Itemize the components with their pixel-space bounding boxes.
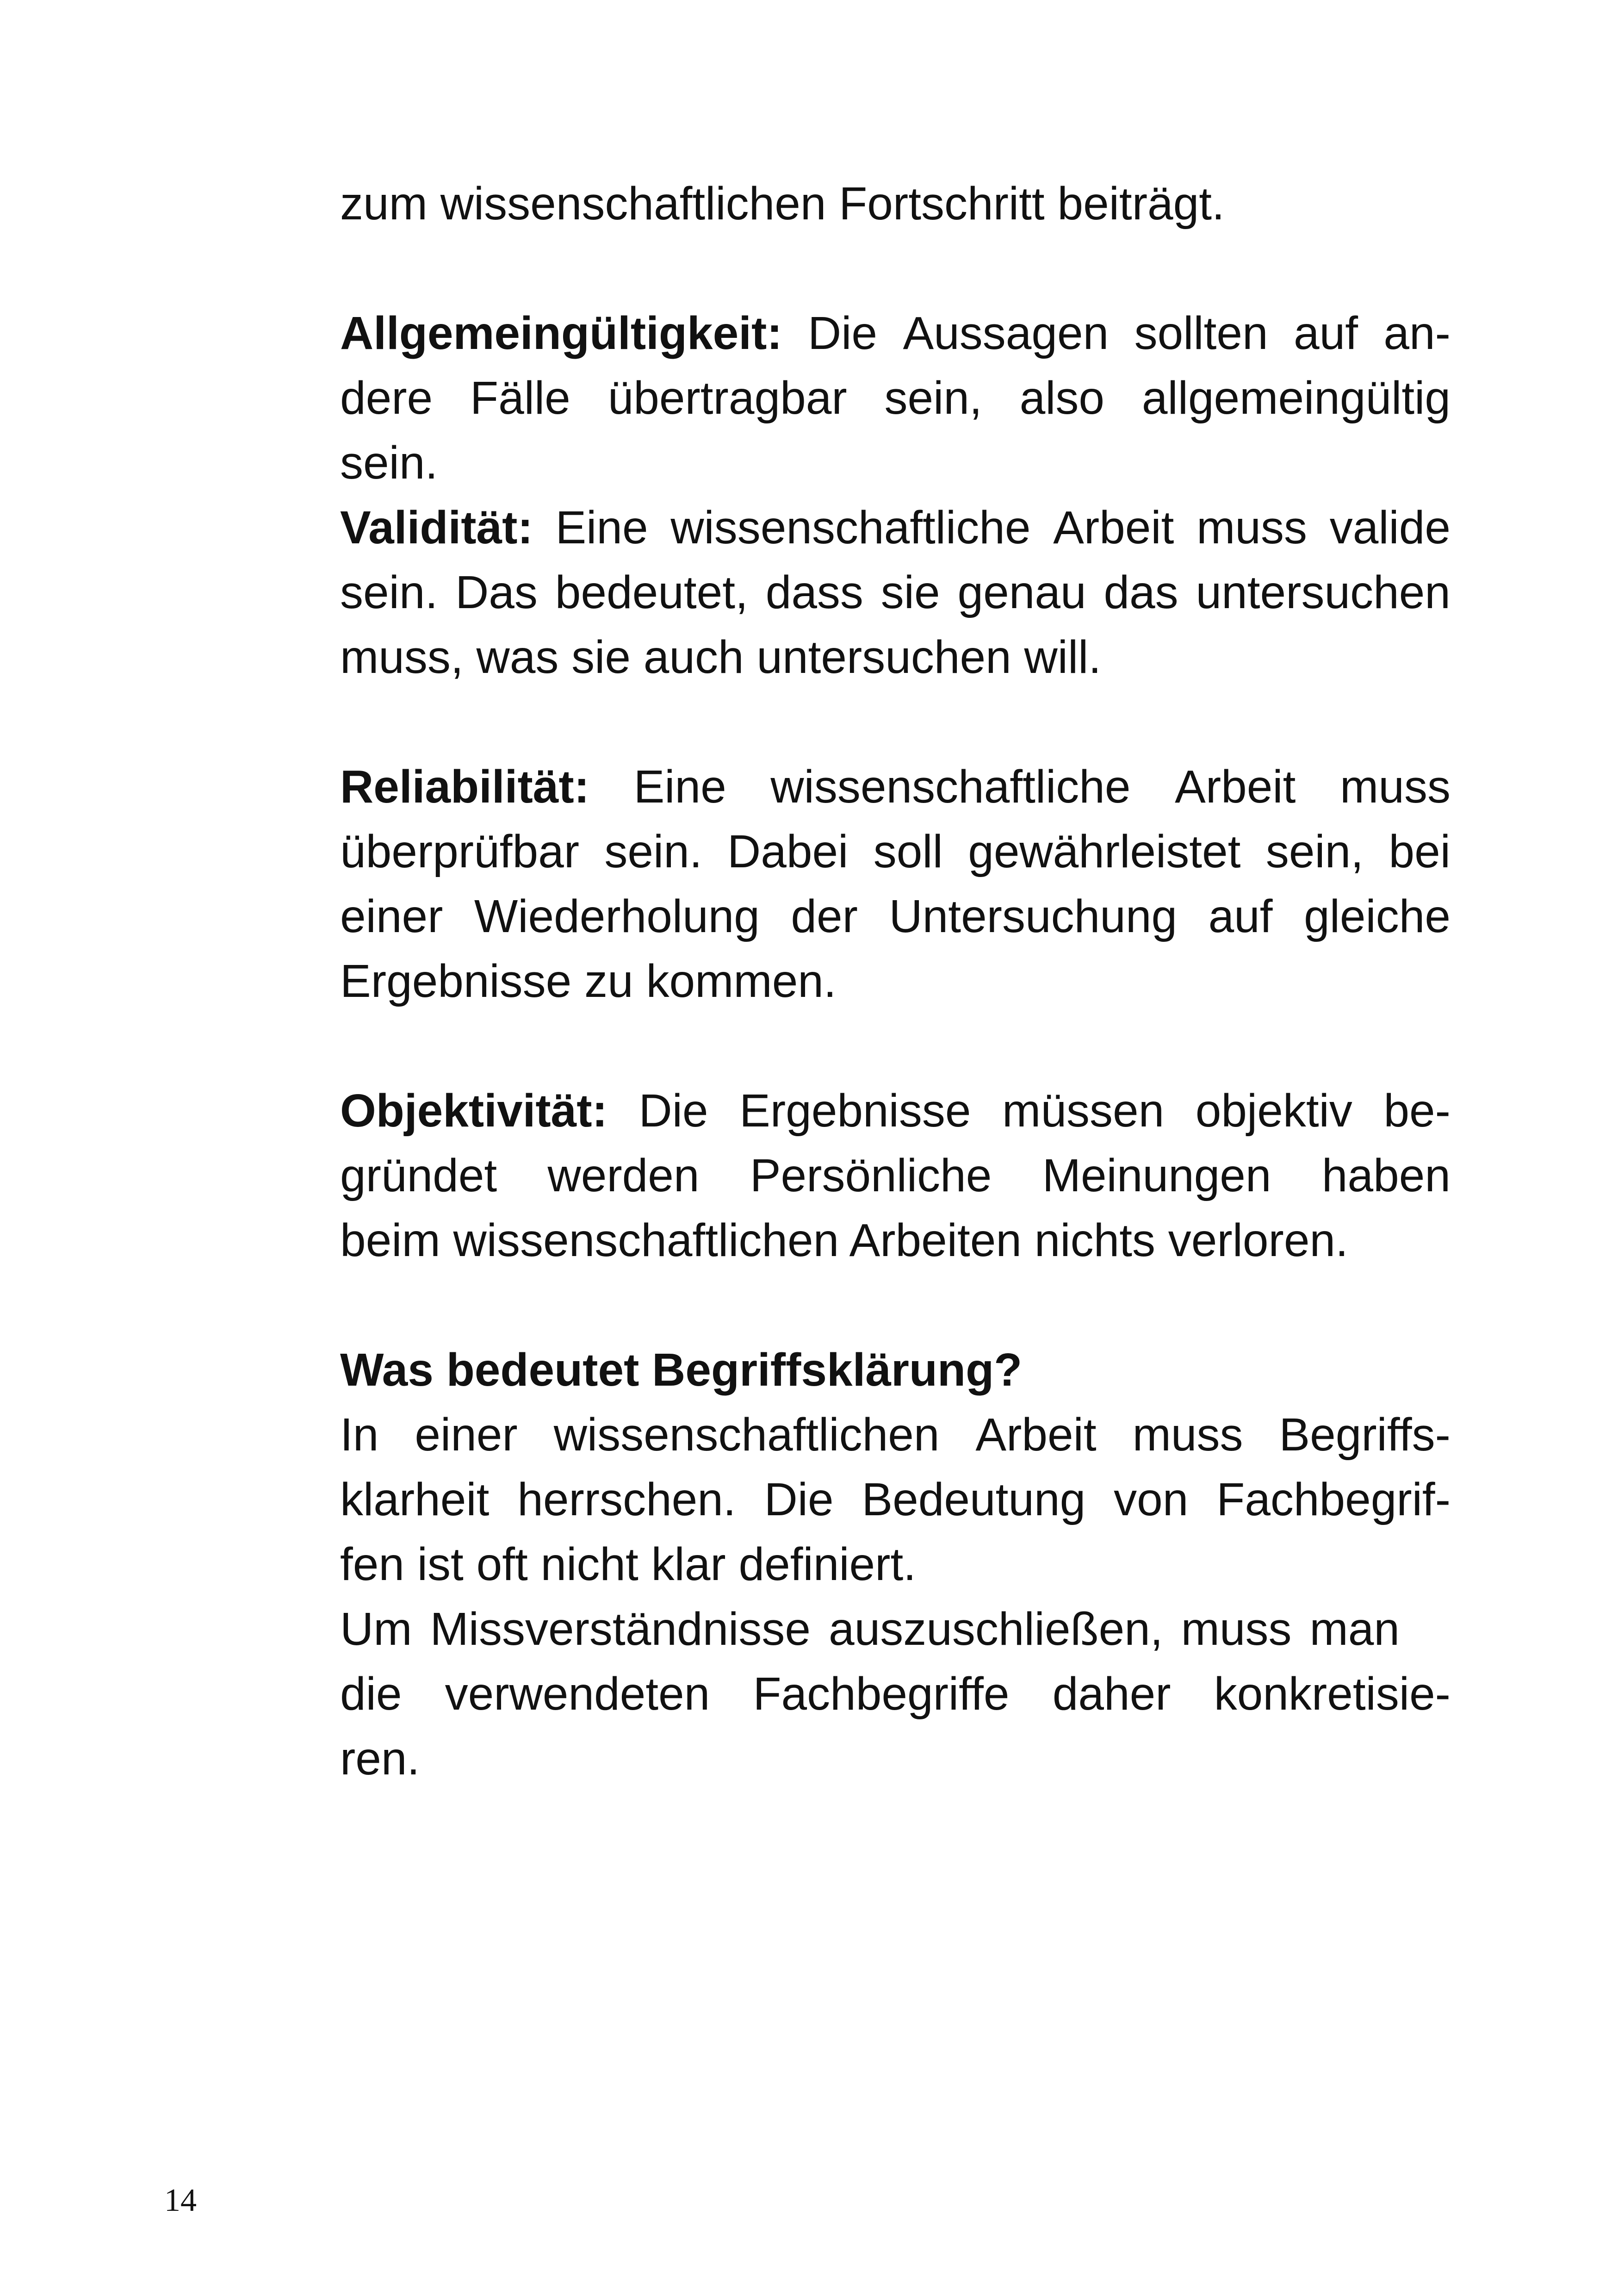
begriff-line-4: Um Missverständnisse auszuschließen, muss man [340, 1603, 1400, 1655]
allgemein-line-2: dere Fälle übertragbar sein, also allgemeingültig [340, 372, 1451, 424]
begriff-line-1: In einer wissenschaftlichen Arbeit muss Begriffs- [340, 1409, 1451, 1461]
page-number: 14 [164, 2183, 197, 2218]
reliabilitaet-line-4: Ergebnisse zu kommen. [340, 955, 837, 1007]
paragraph-gap [340, 690, 1451, 754]
allgemein-line-3: sein. [340, 437, 438, 489]
page-body [340, 171, 1451, 1791]
validitaet-line-1: Validität: Eine wissenschaftliche Arbeit muss valide [340, 495, 1451, 560]
reliabilitaet-line-3: einer Wiederholung der Untersuchung auf gleiche [340, 890, 1451, 942]
section-heading-begriffsklaerung: Was bedeutet Begriffsklärung? [340, 1344, 1023, 1396]
reliabilitaet-line-2: überprüfbar sein. Dabei soll gewährleistet sein, bei [340, 826, 1451, 877]
term-allgemeingueltigkeit: Allgemeingültigkeit: [340, 307, 782, 359]
begriff-line-5: die verwendeten Fachbegriffe daher konkretisie- [340, 1668, 1451, 1720]
term-reliabilitaet: Reliabilität: [340, 761, 589, 813]
objektivitaet-line-3: beim wissenschaftlichen Arbeiten nichts verloren. [340, 1214, 1348, 1266]
begriff-line-3: fen ist oft nicht klar definiert. [340, 1538, 917, 1590]
objektivitaet-line-2: gründet werden Persönliche Meinungen haben [340, 1150, 1451, 1201]
paragraph-gap [340, 1014, 1451, 1078]
term-objektivitaet: Objektivität: [340, 1085, 608, 1137]
paragraph-gap [340, 236, 1451, 301]
objektivitaet-line-1: Objektivität: Die Ergebnisse müssen objektiv be- [340, 1078, 1451, 1143]
validitaet-line-2: sein. Das bedeutet, dass sie genau das untersuchen [340, 566, 1451, 618]
validitaet-line-3: muss, was sie auch untersuchen will. [340, 631, 1102, 683]
begriff-line-2: klarheit herrschen. Die Bedeutung von Fachbegrif- [340, 1474, 1451, 1525]
paragraph-gap [340, 1273, 1451, 1338]
allgemein-line-1: Allgemeingültigkeit: Die Aussagen sollten auf an- [340, 301, 1451, 366]
begriff-line-6: ren. [340, 1733, 420, 1785]
reliabilitaet-line-1: Reliabilität: Eine wissenschaftliche Arbeit muss [340, 754, 1451, 819]
term-validitaet: Validität: [340, 502, 533, 554]
continuation-line: zum wissenschaftlichen Fortschritt beiträgt. [340, 178, 1225, 230]
